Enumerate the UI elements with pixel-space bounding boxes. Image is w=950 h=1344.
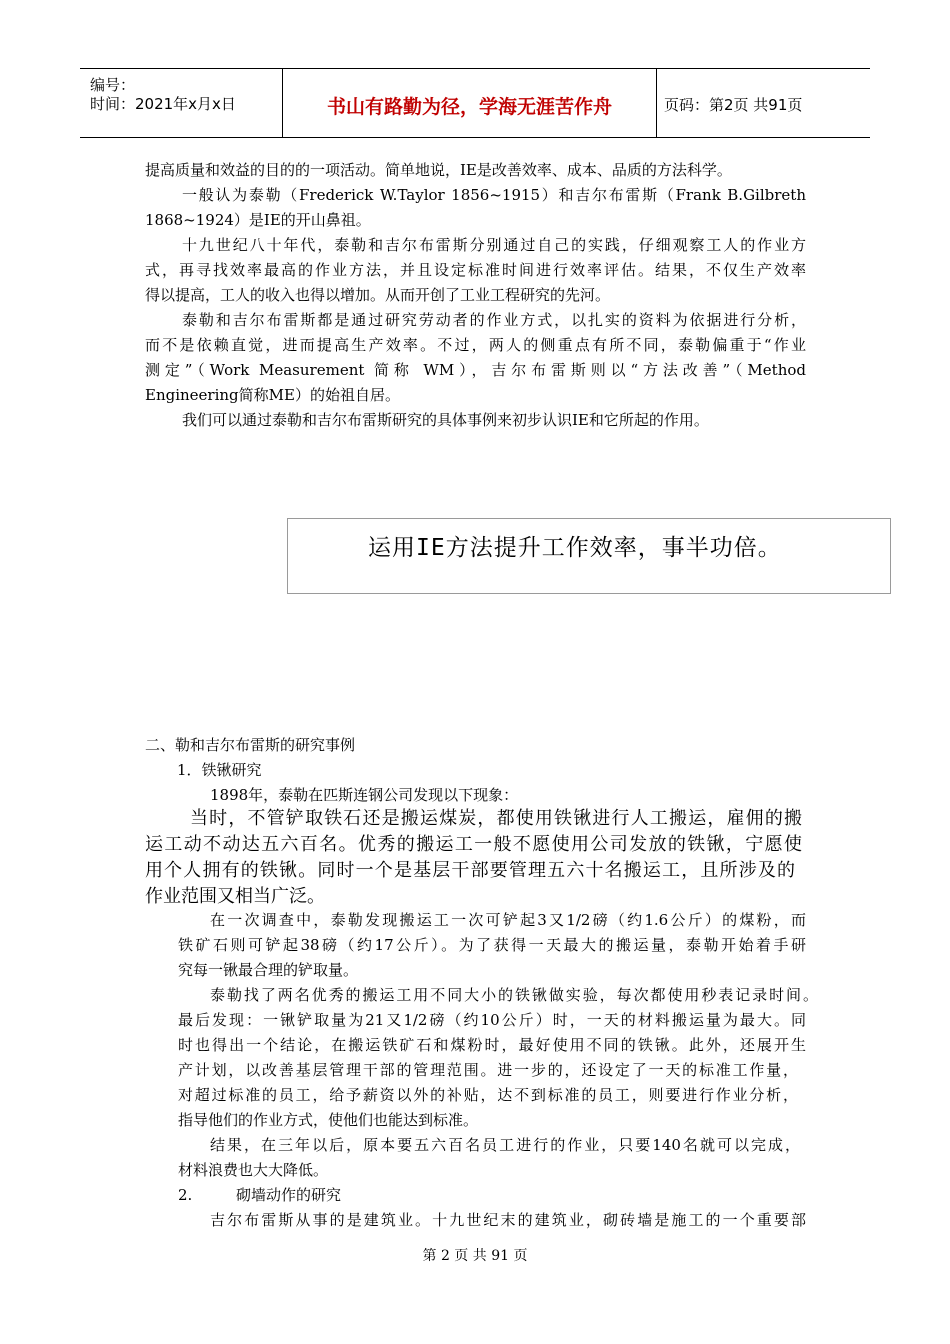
paragraph-line: 材料浪费也大大降低。 <box>178 1161 329 1179</box>
paragraph-line: 指导他们的作业方式，使他们也能达到标准。 <box>178 1111 479 1129</box>
document-header <box>80 68 870 138</box>
intro-line: 得以提高，工人的收入也得以增加。从而开创了工业工程研究的先河。 <box>145 286 611 304</box>
paragraph-line: 时也得出一个结论，在搬运铁矿石和煤粉时，最好使用不同的铁锹。此外，还展开生 <box>178 1036 806 1054</box>
intro-line: 而不是依赖直觉，进而提高生产效率。不过，两人的侧重点有所不同，泰勒偏重于“作业 <box>145 336 806 354</box>
paragraph-line: 铁矿石则可铲起38磅（约17公斤）。为了获得一天最大的搬运量，泰勒开始着手研 <box>178 936 806 954</box>
code-label: 编号： <box>90 76 136 94</box>
paragraph-line: 泰勒找了两名优秀的搬运工用不同大小的铁锹做实验，每次都使用秒表记录时间。 <box>210 986 818 1004</box>
intro-line: 泰勒和吉尔布雷斯都是通过研究劳动者的作业方式，以扎实的资料为依据进行分析， <box>182 311 806 329</box>
paragraph-line: 1898年，泰勒在匹斯连钢公司发现以下现象： <box>210 786 519 804</box>
paragraph-line: 究每一锹最合理的铲取量。 <box>178 961 359 979</box>
paragraph-line: 产计划，以改善基层管理干部的管理范围。进一步的，还设定了一天的标准工作量， <box>178 1061 798 1079</box>
subsection-number: 2. <box>178 1186 193 1204</box>
header-motto: 书山有路勤为径，学海无涯苦作舟 <box>326 96 612 118</box>
intro-line: 十九世纪八十年代，泰勒和吉尔布雷斯分别通过自己的实践，仔细观察工人的作业方 <box>182 236 806 254</box>
callout-box <box>287 518 891 594</box>
subsection-heading: 砌墙动作的研究 <box>236 1186 342 1204</box>
intro-line: Engineering简称ME）的始祖自居。 <box>145 386 400 404</box>
header-meta-cell <box>80 69 282 137</box>
paragraph-line: 吉尔布雷斯从事的是建筑业。十九世纪末的建筑业，砌砖墙是施工的一个重要部 <box>210 1211 806 1229</box>
section-heading: 二、勒和吉尔布雷斯的研究事例 <box>145 736 356 754</box>
paragraph-line: 对超过标准的员工，给予薪资以外的补贴，达不到标准的员工，则要进行作业分析， <box>178 1086 798 1104</box>
intro-line: 提高质量和效益的目的的一项活动。简单地说，IE是改善效率、成本、品质的方法科学。 <box>145 161 732 179</box>
emphasis-line: 当时，不管铲取铁石还是搬运煤炭，都使用铁锹进行人工搬运，雇佣的搬 <box>190 808 802 829</box>
paragraph-line: 在一次调查中，泰勒发现搬运工一次可铲起3又1/2磅（约1.6公斤）的煤粉，而 <box>210 911 806 929</box>
intro-line: 测定”（Work Measurement 简称 WM），吉尔布雷斯则以“方法改善”（Method <box>145 361 806 379</box>
page-footer: 第 2 页 共 91 页 <box>422 1248 528 1264</box>
intro-line: 我们可以通过泰勒和吉尔布雷斯研究的具体事例来初步认识IE和它所起的作用。 <box>182 411 709 429</box>
emphasis-line: 用个人拥有的铁锹。同时一个是基层干部要管理五六十名搬运工，且所涉及的 <box>145 860 795 881</box>
intro-line: 式，再寻找效率最高的作业方法，并且设定标准时间进行效率评估。结果，不仅生产效率 <box>145 261 806 279</box>
emphasis-line: 运工动不动达五六百名。优秀的搬运工一般不愿使用公司发放的铁锹，宁愿使 <box>145 834 802 855</box>
header-page-info: 页码：第2页 共91页 <box>664 96 803 114</box>
callout-text: 运用IE方法提升工作效率，事半功倍。 <box>368 535 782 561</box>
subsection-heading: 1．铁锹研究 <box>177 761 262 779</box>
paragraph-line: 结果，在三年以后，原本要五六百名员工进行的作业，只要140名就可以完成， <box>210 1136 800 1154</box>
intro-line: 一般认为泰勒（Frederick W.Taylor 1856~1915）和吉尔布雷斯（Frank B.Gilbreth <box>182 186 806 204</box>
time-label: 时间：2021年x月x日 <box>90 95 236 113</box>
intro-line: 1868~1924）是IE的开山鼻祖。 <box>145 211 371 229</box>
header-page-cell <box>656 69 870 137</box>
emphasis-line: 作业范围又相当广泛。 <box>145 886 325 907</box>
paragraph-line: 最后发现：一锹铲取量为21又1/2磅（约10公斤）时，一天的材料搬运量为最大。同 <box>178 1011 806 1029</box>
header-motto-cell <box>282 69 657 137</box>
